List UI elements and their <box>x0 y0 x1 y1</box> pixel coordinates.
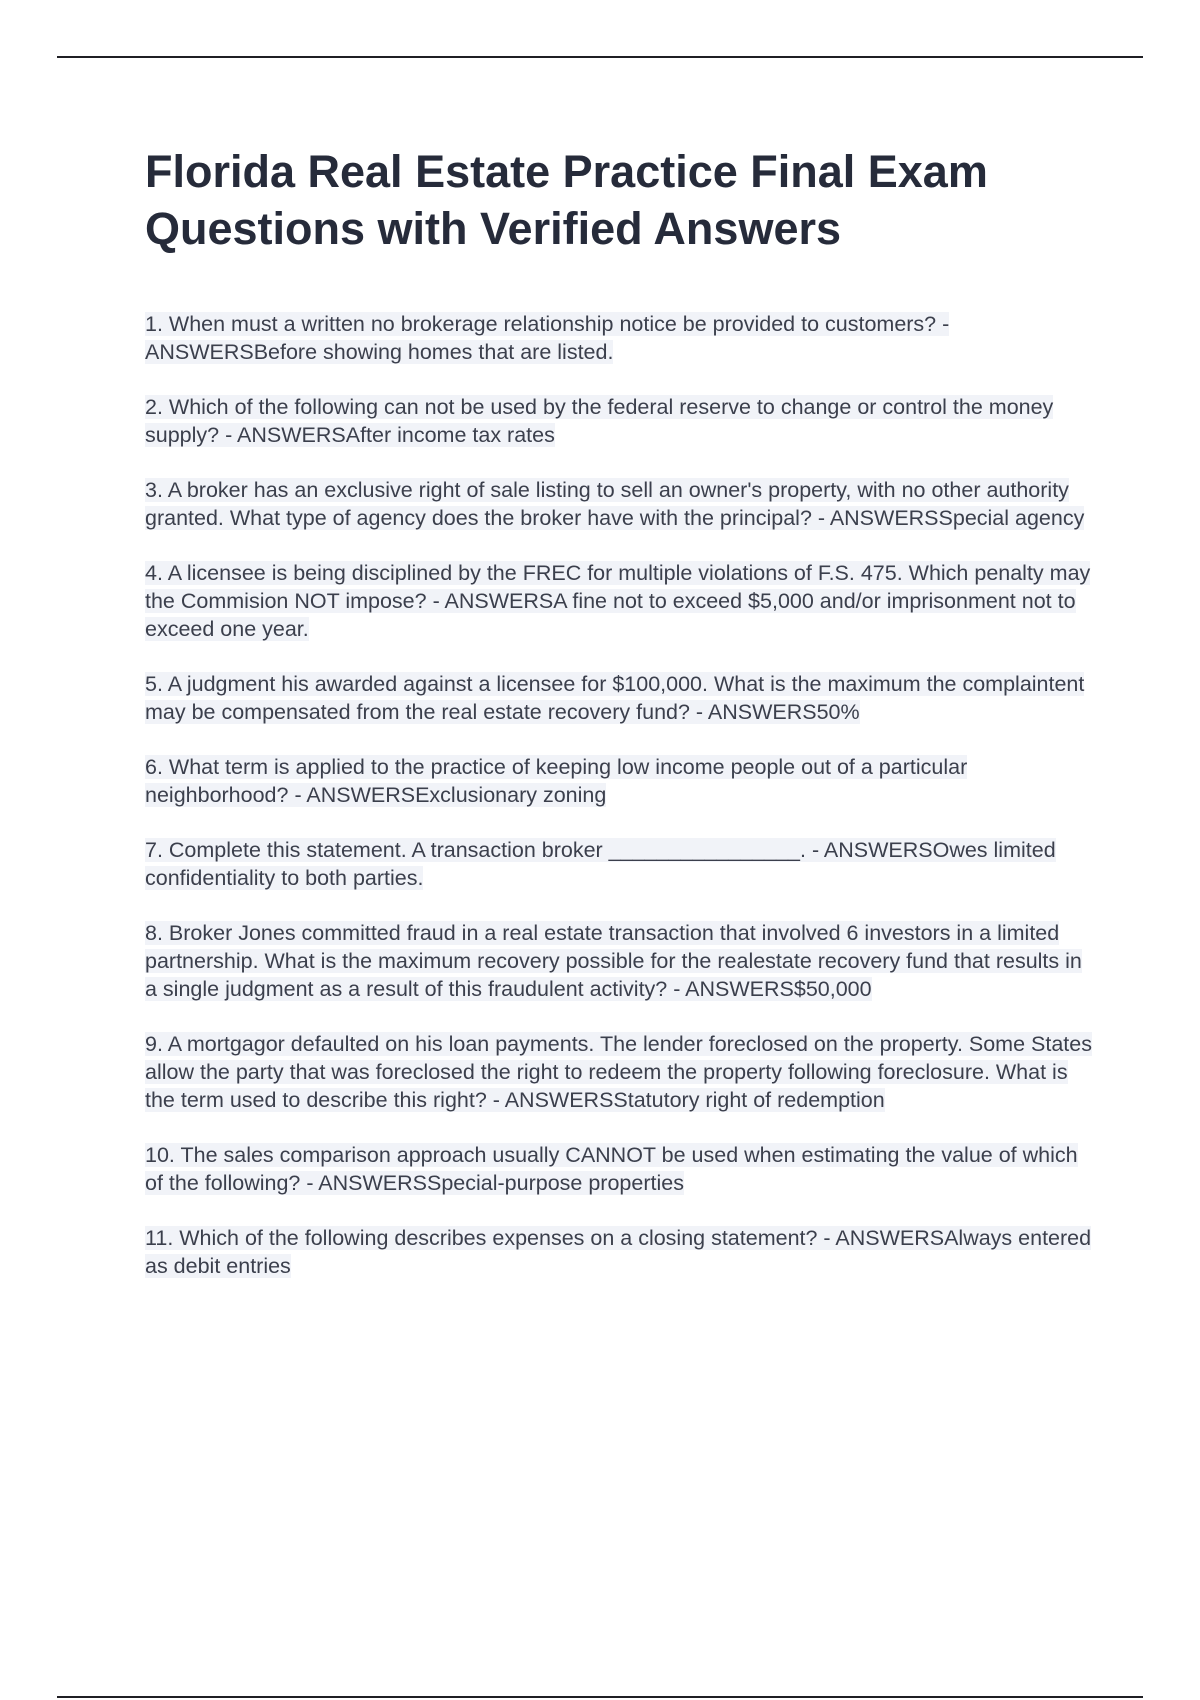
question-item <box>145 753 1095 809</box>
question-text: 8. Broker Jones committed fraud in a real estate transaction that involved 6 investors in a limited partnership. What is the maximum recovery possible for the realestate recovery fund that results in a single judgment as a result of this fraudulent activity? - ANSWERS$50,000 <box>145 921 1082 1001</box>
question-text: 10. The sales comparison approach usually CANNOT be used when estimating the value of which of the following? - ANSWERSSpecial-purpose properties <box>145 1143 1078 1195</box>
question-item <box>145 1224 1095 1280</box>
question-item <box>145 836 1095 892</box>
question-text: 2. Which of the following can not be used by the federal reserve to change or control the money supply? - ANSWERSAfter income tax rates <box>145 395 1054 447</box>
question-item <box>145 310 1095 366</box>
question-item <box>145 1030 1095 1114</box>
question-item <box>145 559 1095 643</box>
question-text: 1. When must a written no brokerage relationship notice be provided to customers? - ANSWERSBefore showing homes that are listed. <box>145 312 950 364</box>
question-text: 6. What term is applied to the practice of keeping low income people out of a particular neighborhood? - ANSWERSExclusionary zoning <box>145 755 968 807</box>
question-text: 3. A broker has an exclusive right of sale listing to sell an owner's property, with no other authority granted. What type of agency does the broker have with the principal? - ANSWERSSpecial agency <box>145 478 1085 530</box>
question-text: 9. A mortgagor defaulted on his loan payments. The lender foreclosed on the property. Some States allow the party that was foreclosed the right to redeem the property following foreclosure. What is the term used to describe this right? - ANSWERSStatutory right of redemption <box>145 1032 1092 1112</box>
document-body <box>145 143 1095 1307</box>
question-text: 11. Which of the following describes expenses on a closing statement? - ANSWERSAlways entered as debit entries <box>145 1226 1092 1278</box>
question-item <box>145 919 1095 1003</box>
question-list <box>145 310 1095 1280</box>
top-divider <box>57 56 1143 58</box>
question-item <box>145 393 1095 449</box>
document-title: Florida Real Estate Practice Final Exam Questions with Verified Answers <box>145 146 988 254</box>
question-item <box>145 670 1095 726</box>
question-text: 7. Complete this statement. A transaction broker ________________. - ANSWERSOwes limited confidentiality to both parties. <box>145 838 1056 890</box>
question-text: 5. A judgment his awarded against a licensee for $100,000. What is the maximum the complaintent may be compensated from the real estate recovery fund? - ANSWERS50% <box>145 672 1085 724</box>
bottom-divider <box>57 1696 1143 1698</box>
question-item <box>145 1141 1095 1197</box>
question-item <box>145 476 1095 532</box>
question-text: 4. A licensee is being disciplined by the FREC for multiple violations of F.S. 475. Which penalty may the Commision NOT impose? - ANSWERSA fine not to exceed $5,000 and/or imprisonment not to exceed one year. <box>145 561 1091 641</box>
